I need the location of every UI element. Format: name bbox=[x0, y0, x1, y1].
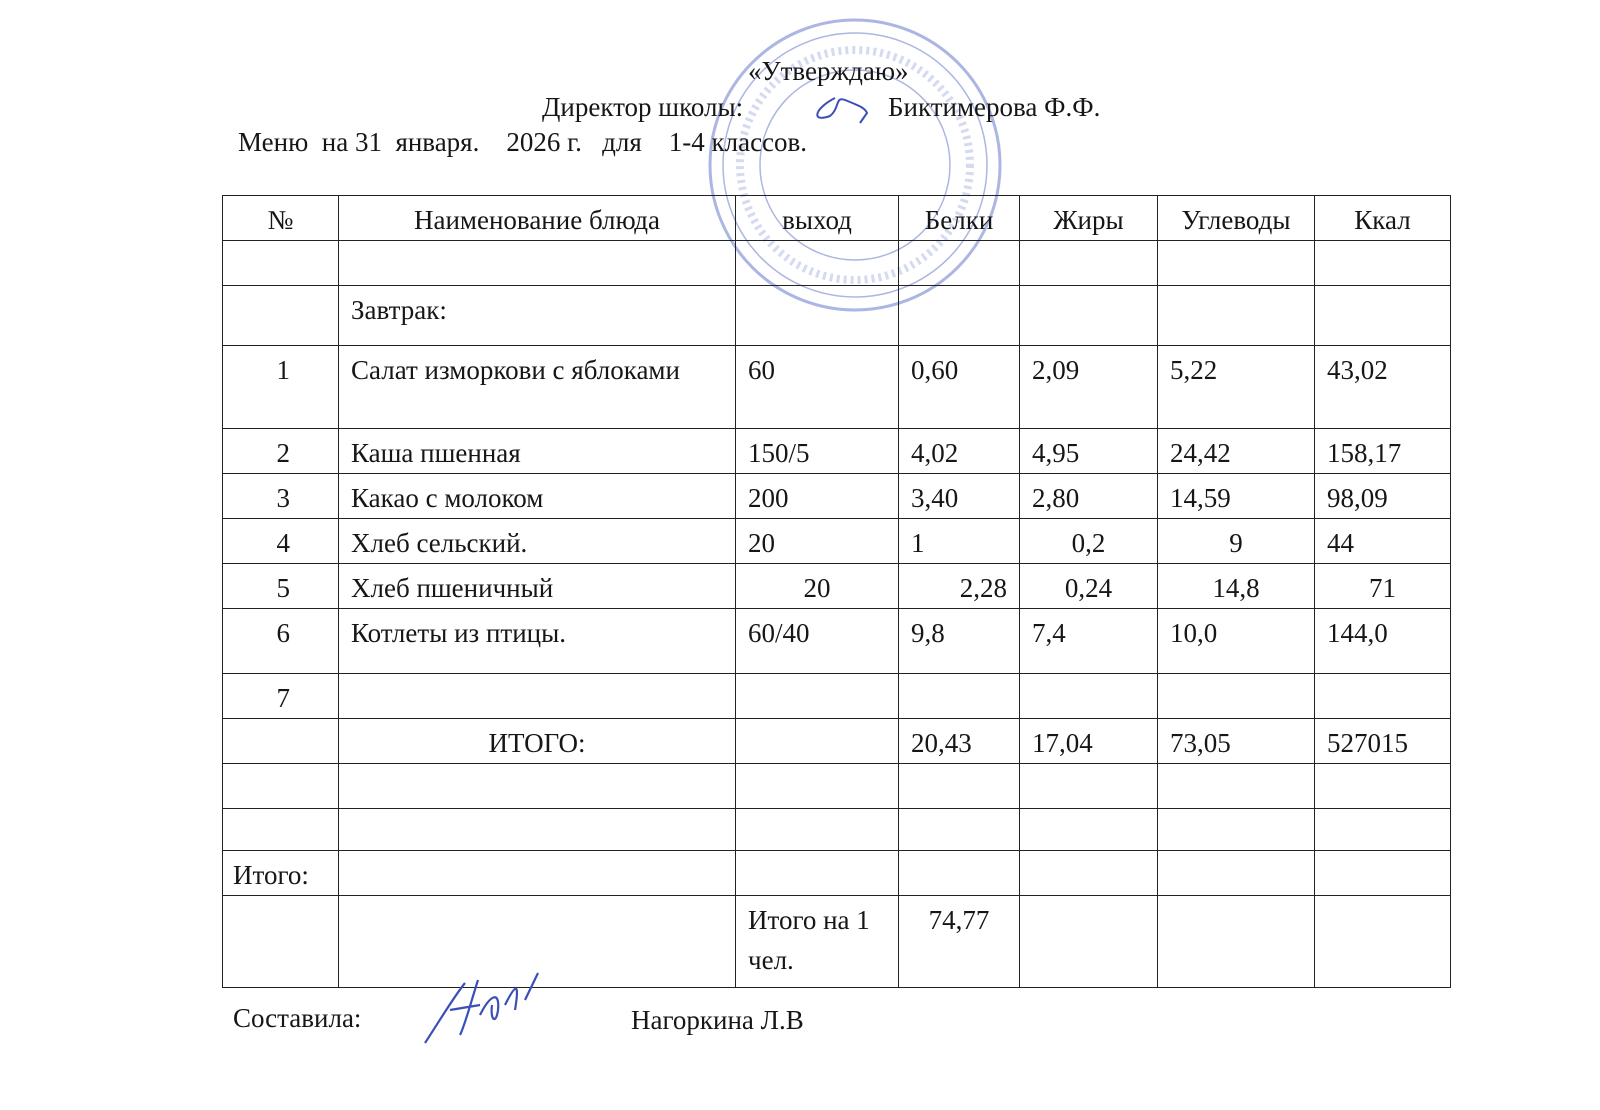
dish-carbs: 14,59 bbox=[1158, 474, 1315, 519]
total-proteins: 20,43 bbox=[899, 719, 1020, 764]
table-row bbox=[223, 474, 1451, 519]
dish-output bbox=[736, 674, 899, 719]
dish-kcal: 98,09 bbox=[1315, 474, 1451, 519]
header-output: выход bbox=[736, 196, 899, 241]
dish-name: Котлеты из птицы. bbox=[339, 609, 736, 674]
dish-name: Салат изморкови с яблоками bbox=[339, 346, 736, 429]
itogo-label: Итого: bbox=[223, 851, 339, 896]
table-row-total bbox=[223, 719, 1451, 764]
dish-kcal bbox=[1315, 674, 1451, 719]
dish-proteins: 0,60 bbox=[899, 346, 1020, 429]
total-carbs: 73,05 bbox=[1158, 719, 1315, 764]
director-label: Директор школы: bbox=[542, 92, 744, 122]
table-header-row bbox=[223, 196, 1451, 241]
compiler-name: Нагоркина Л.В bbox=[631, 1005, 804, 1035]
dish-output: 60 bbox=[736, 346, 899, 429]
dish-name bbox=[339, 674, 736, 719]
dish-name: Каша пшенная bbox=[339, 429, 736, 474]
dish-proteins: 2,28 bbox=[899, 564, 1020, 609]
header-proteins: Белки bbox=[899, 196, 1020, 241]
dish-fats: 7,4 bbox=[1020, 609, 1158, 674]
header-number: № bbox=[223, 196, 339, 241]
table-row-itogo bbox=[223, 851, 1451, 896]
dish-number: 4 bbox=[223, 519, 339, 564]
compiler-signature bbox=[420, 965, 550, 1050]
dish-name: Хлеб сельский. bbox=[339, 519, 736, 564]
per-person-label: Итого на 1 чел. bbox=[736, 896, 899, 988]
dish-fats: 2,80 bbox=[1020, 474, 1158, 519]
compiled-label: Составила: bbox=[233, 1003, 362, 1033]
table-row bbox=[223, 519, 1451, 564]
dish-kcal: 71 bbox=[1315, 564, 1451, 609]
dish-number: 2 bbox=[223, 429, 339, 474]
table-row bbox=[223, 429, 1451, 474]
total-fats: 17,04 bbox=[1020, 719, 1158, 764]
dish-fats: 0,24 bbox=[1020, 564, 1158, 609]
dish-name: Какао с молоком bbox=[339, 474, 736, 519]
director-signature bbox=[805, 88, 875, 128]
approve-heading: «Утверждаю» bbox=[748, 56, 909, 86]
dish-number: 7 bbox=[223, 674, 339, 719]
dish-fats: 4,95 bbox=[1020, 429, 1158, 474]
dish-fats: 2,09 bbox=[1020, 346, 1158, 429]
dish-output: 20 bbox=[736, 519, 899, 564]
header-dish: Наименование блюда bbox=[339, 196, 736, 241]
table-row-empty bbox=[223, 809, 1451, 851]
dish-kcal: 43,02 bbox=[1315, 346, 1451, 429]
dish-proteins bbox=[899, 674, 1020, 719]
table-row-empty bbox=[223, 764, 1451, 809]
menu-title: Меню на 31 января. 2026 г. для 1-4 классов. bbox=[238, 127, 808, 157]
dish-output: 200 bbox=[736, 474, 899, 519]
director-name: Биктимерова Ф.Ф. bbox=[888, 92, 1101, 122]
dish-carbs: 9 bbox=[1158, 519, 1315, 564]
dish-name: Хлеб пшеничный bbox=[339, 564, 736, 609]
dish-carbs: 24,42 bbox=[1158, 429, 1315, 474]
per-person-value: 74,77 bbox=[899, 896, 1020, 988]
dish-fats bbox=[1020, 674, 1158, 719]
table-row-section bbox=[223, 286, 1451, 346]
table-row bbox=[223, 609, 1451, 674]
dish-number: 1 bbox=[223, 346, 339, 429]
dish-proteins: 4,02 bbox=[899, 429, 1020, 474]
table-row bbox=[223, 674, 1451, 719]
dish-fats: 0,2 bbox=[1020, 519, 1158, 564]
table-row bbox=[223, 564, 1451, 609]
menu-table bbox=[222, 195, 1451, 988]
header-carbs: Углеводы bbox=[1158, 196, 1315, 241]
dish-output: 150/5 bbox=[736, 429, 899, 474]
header-kcal: Ккал bbox=[1315, 196, 1451, 241]
dish-carbs bbox=[1158, 674, 1315, 719]
dish-number: 6 bbox=[223, 609, 339, 674]
total-kcal: 527015 bbox=[1315, 719, 1451, 764]
dish-proteins: 9,8 bbox=[899, 609, 1020, 674]
table-row-per-person bbox=[223, 896, 1451, 988]
dish-kcal: 44 bbox=[1315, 519, 1451, 564]
dish-carbs: 10,0 bbox=[1158, 609, 1315, 674]
header-fats: Жиры bbox=[1020, 196, 1158, 241]
dish-proteins: 3,40 bbox=[899, 474, 1020, 519]
dish-carbs: 14,8 bbox=[1158, 564, 1315, 609]
table-row-empty bbox=[223, 241, 1451, 286]
dish-kcal: 144,0 bbox=[1315, 609, 1451, 674]
table-row bbox=[223, 346, 1451, 429]
dish-number: 3 bbox=[223, 474, 339, 519]
dish-kcal: 158,17 bbox=[1315, 429, 1451, 474]
total-label: ИТОГО: bbox=[339, 719, 736, 764]
dish-output: 20 bbox=[736, 564, 899, 609]
dish-output: 60/40 bbox=[736, 609, 899, 674]
dish-number: 5 bbox=[223, 564, 339, 609]
dish-proteins: 1 bbox=[899, 519, 1020, 564]
dish-carbs: 5,22 bbox=[1158, 346, 1315, 429]
section-breakfast: Завтрак: bbox=[339, 286, 736, 346]
